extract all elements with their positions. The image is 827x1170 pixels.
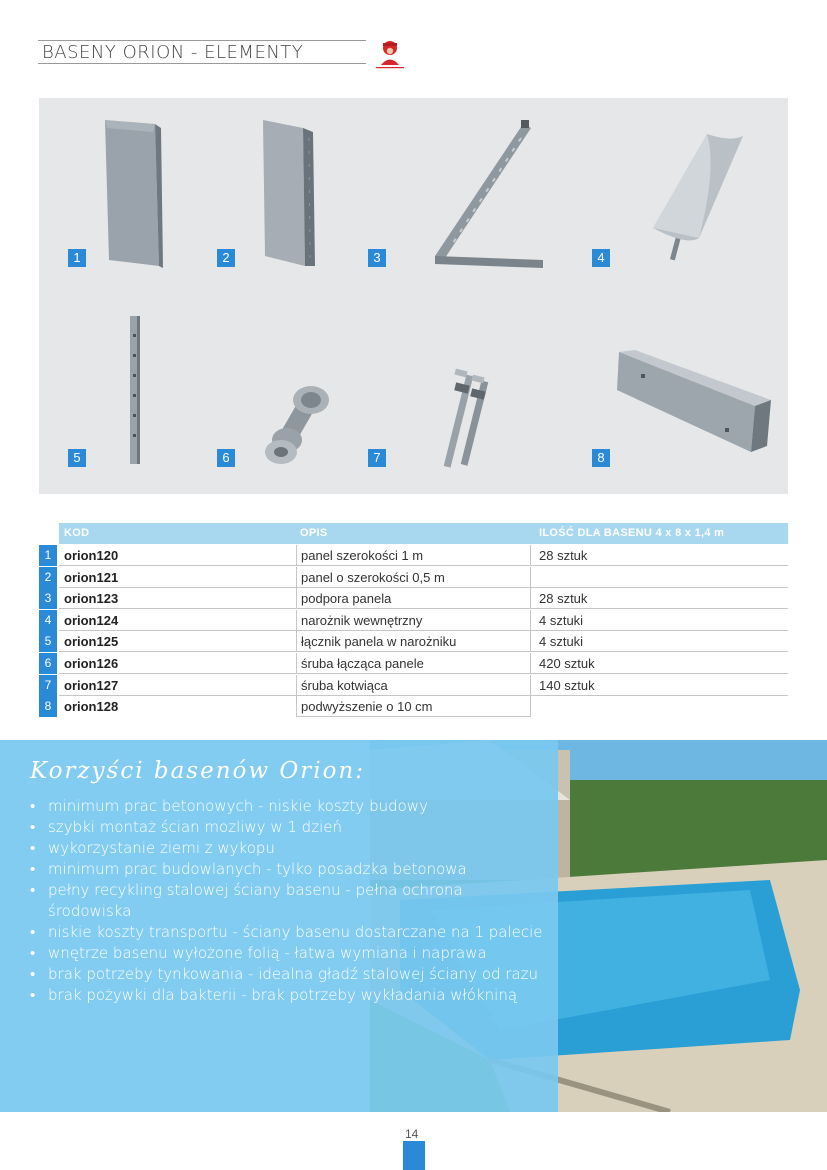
row-opis: śruba kotwiąca bbox=[296, 675, 530, 696]
company-logo bbox=[368, 38, 412, 72]
row-ilosc bbox=[530, 696, 788, 717]
row-opis: panel o szerokości 0,5 m bbox=[296, 567, 530, 588]
item-label-7: 7 bbox=[368, 449, 386, 467]
item-label-5: 5 bbox=[68, 449, 86, 467]
product-image-panel-1m bbox=[97, 118, 167, 270]
list-item: • niskie koszty transportu - ściany basenu dostarczane na 1 palecie bbox=[28, 922, 568, 943]
item-label-4: 4 bbox=[592, 249, 610, 267]
row-ilosc: 4 sztuki bbox=[530, 631, 788, 652]
table-row bbox=[39, 631, 788, 653]
list-item: • minimum prac budowlanych - tylko posadzka betonowa bbox=[28, 859, 568, 880]
item-label-6: 6 bbox=[217, 449, 235, 467]
page-title: BASENY ORION - ELEMENTY bbox=[42, 42, 304, 63]
row-ilosc: 420 sztuk bbox=[530, 653, 788, 674]
table-row bbox=[39, 545, 788, 567]
product-image-raiser bbox=[605, 348, 775, 458]
column-header-ilosc: ILOŚĆ DLA BASENU 4 x 8 x 1,4 m bbox=[539, 527, 725, 539]
table-header bbox=[59, 523, 788, 544]
item-label-1: 1 bbox=[68, 249, 86, 267]
table-row bbox=[39, 567, 788, 589]
row-opis: łącznik panela w narożniku bbox=[296, 631, 530, 652]
product-image-anchor-bolts bbox=[437, 366, 497, 470]
table-row bbox=[39, 675, 788, 697]
column-header-opis: OPIS bbox=[300, 527, 328, 539]
row-ilosc: 4 sztuki bbox=[530, 610, 788, 631]
list-item: • szybki montaż ścian mozliwy w 1 dzień bbox=[28, 817, 568, 838]
row-opis: narożnik wewnętrzny bbox=[296, 610, 530, 631]
list-item: • wykorzystanie ziemi z wykopu bbox=[28, 838, 568, 859]
row-number: 3 bbox=[39, 588, 57, 609]
page-number-bar bbox=[403, 1141, 425, 1170]
item-label-8: 8 bbox=[592, 449, 610, 467]
row-ilosc: 28 sztuk bbox=[530, 588, 788, 609]
list-item: • brak potrzeby tynkowania - idealna gładź stalowej ściany od razu bbox=[28, 964, 568, 985]
product-gallery bbox=[39, 98, 788, 494]
table-row bbox=[39, 653, 788, 675]
product-image-inner-corner bbox=[647, 128, 747, 268]
list-item: • wnętrze basenu wyłożone folią - łatwa wymiana i naprawa bbox=[28, 943, 568, 964]
row-opis: podpora panela bbox=[296, 588, 530, 609]
column-header-kod: KOD bbox=[64, 527, 90, 539]
product-image-support bbox=[431, 118, 551, 270]
row-opis: panel szerokości 1 m bbox=[296, 545, 530, 566]
row-number: 6 bbox=[39, 653, 57, 674]
header-rule-top bbox=[38, 40, 366, 41]
row-opis: podwyższenie o 10 cm bbox=[296, 696, 530, 717]
row-number: 7 bbox=[39, 675, 57, 696]
product-image-panel-bolt bbox=[261, 382, 335, 472]
page-header bbox=[38, 38, 368, 66]
row-number: 5 bbox=[39, 631, 57, 652]
header-rule-bottom bbox=[38, 63, 366, 64]
item-label-3: 3 bbox=[368, 249, 386, 267]
table-row bbox=[39, 588, 788, 610]
benefits-list bbox=[28, 796, 568, 1006]
row-kod: orion126 bbox=[59, 653, 296, 674]
row-number: 4 bbox=[39, 610, 57, 631]
list-item: • brak pożywki dla bakterii - brak potrzeby wykładania włókniną bbox=[28, 985, 568, 1006]
row-kod: orion125 bbox=[59, 631, 296, 652]
table-row bbox=[39, 610, 788, 632]
row-number: 8 bbox=[39, 696, 57, 717]
row-kod: orion128 bbox=[64, 699, 119, 715]
page-number: 14 bbox=[405, 1127, 419, 1141]
row-kod: orion127 bbox=[59, 675, 296, 696]
list-item: • pełny recykling stalowej ściany basenu - pełna ochrona środowiska bbox=[28, 880, 498, 922]
benefits-title: Korzyści basenów Orion: bbox=[30, 758, 365, 784]
product-image-corner-connector bbox=[125, 314, 145, 466]
row-number: 1 bbox=[39, 545, 57, 566]
row-kod: orion123 bbox=[59, 588, 296, 609]
row-number: 2 bbox=[39, 567, 57, 588]
item-label-2: 2 bbox=[217, 249, 235, 267]
table-row bbox=[39, 696, 788, 718]
row-ilosc bbox=[530, 567, 788, 588]
row-kod: orion124 bbox=[59, 610, 296, 631]
benefits-section bbox=[0, 740, 827, 1112]
row-opis: śruba łącząca panele bbox=[296, 653, 530, 674]
product-image-panel-half bbox=[257, 118, 319, 268]
list-item: • minimum prac betonowych - niskie koszty budowy bbox=[28, 796, 568, 817]
row-ilosc: 28 sztuk bbox=[530, 545, 788, 566]
row-ilosc: 140 sztuk bbox=[530, 675, 788, 696]
row-kod: orion120 bbox=[59, 545, 296, 566]
row-kod: orion121 bbox=[59, 567, 296, 588]
